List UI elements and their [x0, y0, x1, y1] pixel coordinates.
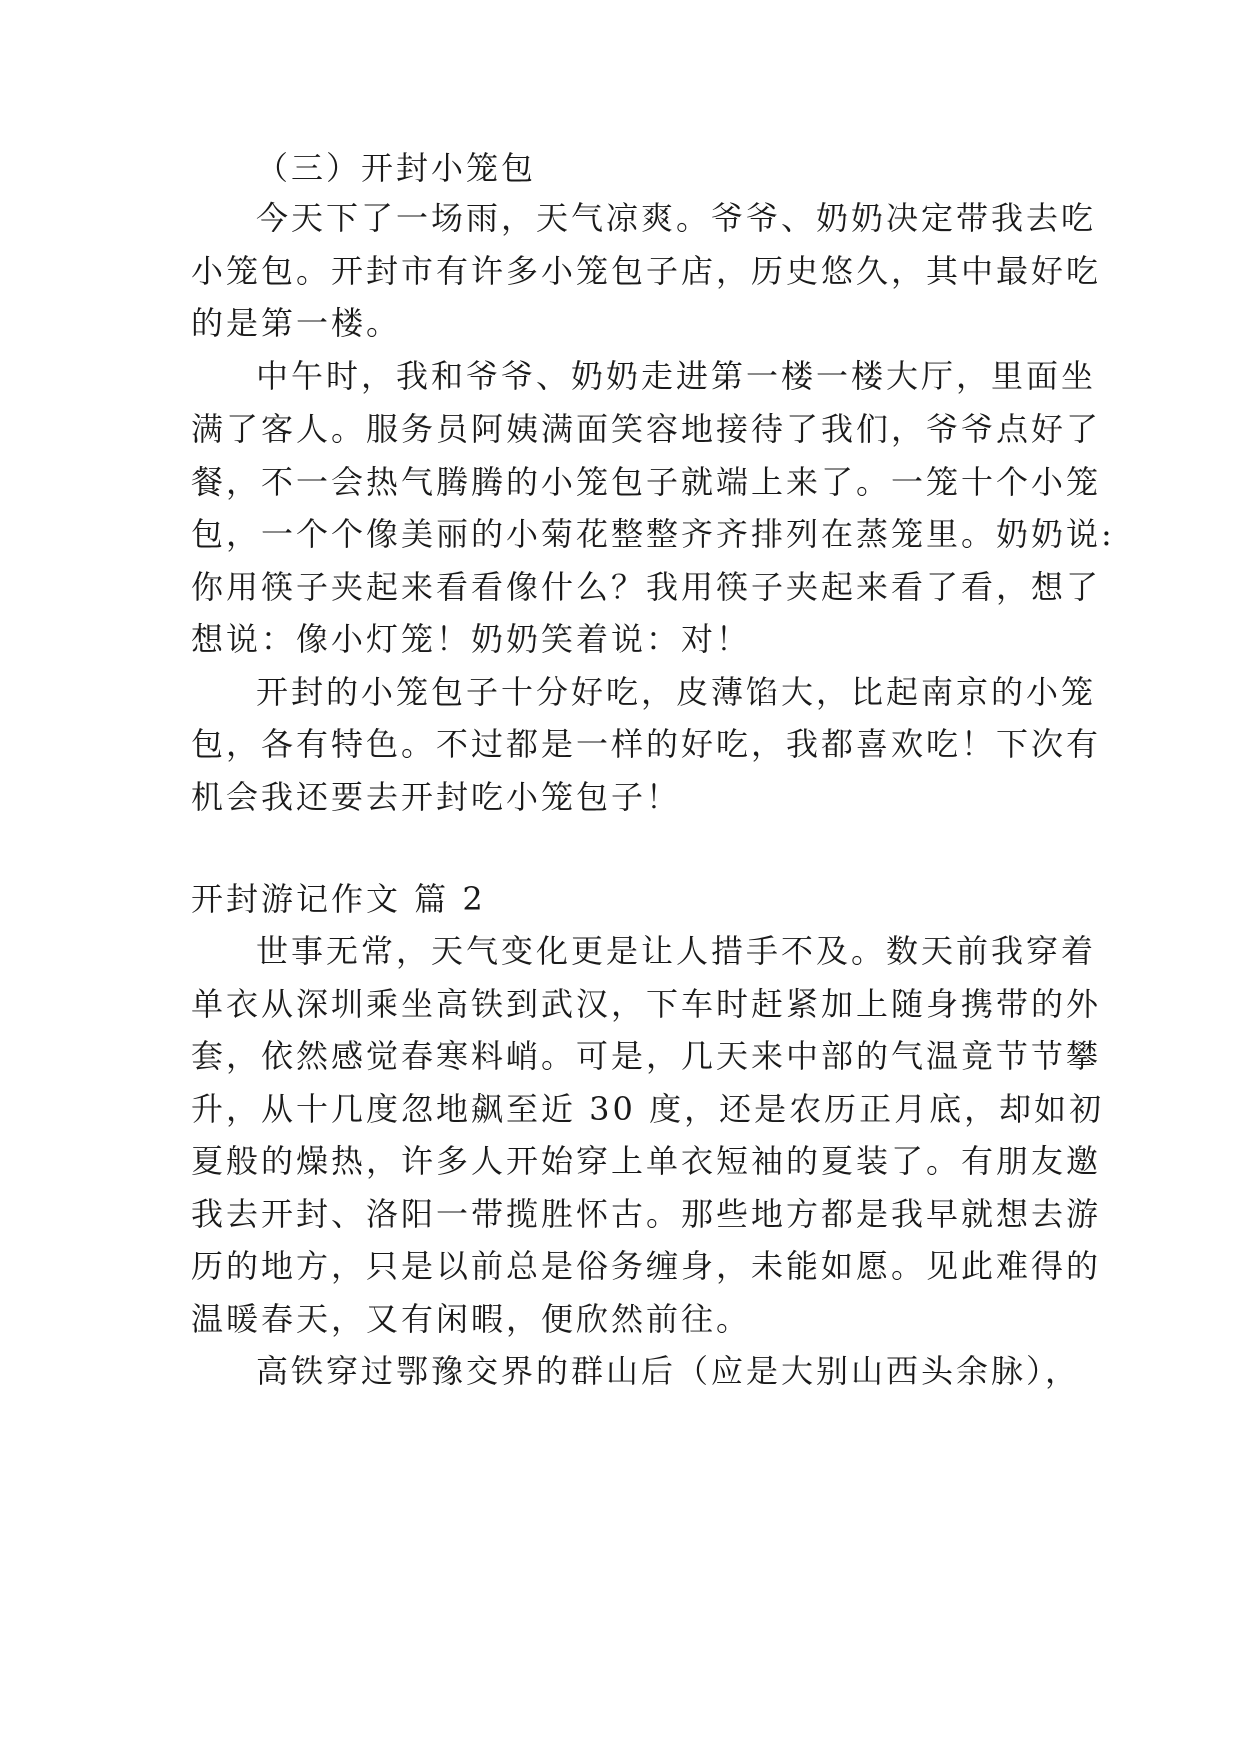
paragraph-line: 今天下了一场雨，天气凉爽。爷爷、奶奶决定带我去吃	[256, 199, 1097, 237]
paragraph-line: 夏般的燥热，许多人开始穿上单衣短袖的夏装了。有朋友邀	[191, 1142, 1102, 1180]
paragraph-line: 包，一个个像美丽的小菊花整整齐齐排列在蒸笼里。奶奶说:	[191, 515, 1115, 553]
paragraph-line: 套，依然感觉春寒料峭。可是，几天来中部的气温竟节节攀	[191, 1037, 1102, 1075]
paragraph-line: 小笼包。开封市有许多小笼包子店，历史悠久，其中最好吃	[191, 252, 1102, 290]
paragraph-line: 机会我还要去开封吃小笼包子！	[191, 778, 682, 816]
section-heading: （三）开封小笼包	[256, 149, 537, 187]
paragraph-line: 开封的小笼包子十分好吃，皮薄馅大，比起南京的小笼	[256, 673, 1097, 711]
paragraph-line: 高铁穿过鄂豫交界的群山后（应是大别山西头余脉），	[256, 1352, 1081, 1390]
paragraph-line: 温暖春天，又有闲暇，便欣然前往。	[191, 1300, 752, 1338]
paragraph-line: 餐，不一会热气腾腾的小笼包子就端上来了。一笼十个小笼	[191, 463, 1102, 501]
paragraph-line: 历的地方，只是以前总是俗务缠身，未能如愿。见此难得的	[191, 1247, 1102, 1285]
paragraph-line: 的是第一楼。	[191, 304, 402, 342]
paragraph-line: 升，从十几度忽地飙至近 30 度，还是农历正月底，却如初	[191, 1090, 1105, 1128]
paragraph-line: 想说：像小灯笼！奶奶笑着说：对！	[191, 620, 752, 658]
article-title: 开封游记作文 篇 2	[191, 880, 486, 918]
paragraph-line: 我去开封、洛阳一带揽胜怀古。那些地方都是我早就想去游	[191, 1195, 1102, 1233]
paragraph-line: 满了客人。服务员阿姨满面笑容地接待了我们，爷爷点好了	[191, 410, 1102, 448]
paragraph-line: 包，各有特色。不过都是一样的好吃，我都喜欢吃！下次有	[191, 725, 1102, 763]
paragraph-line: 世事无常，天气变化更是让人措手不及。数天前我穿着	[256, 932, 1097, 970]
paragraph-line: 中午时，我和爷爷、奶奶走进第一楼一楼大厅，里面坐	[256, 357, 1097, 395]
paragraph-line: 你用筷子夹起来看看像什么？我用筷子夹起来看了看，想了	[191, 568, 1102, 606]
paragraph-line: 单衣从深圳乘坐高铁到武汉，下车时赶紧加上随身携带的外	[191, 985, 1102, 1023]
